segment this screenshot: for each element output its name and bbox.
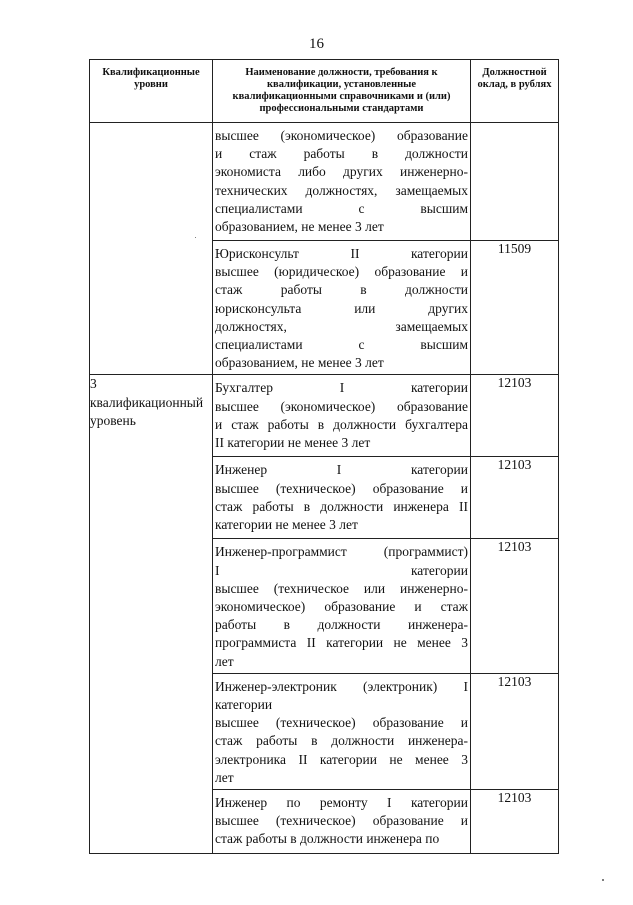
description-line: лет (215, 653, 234, 669)
table-row (90, 123, 559, 241)
description-line: высшее (экономическое) образование (215, 128, 468, 143)
table-header-row (90, 60, 559, 123)
table-row (90, 375, 559, 457)
header-qualification-levels: Квалификационные уровни (90, 60, 213, 123)
description-line: юрисконсульта или других (215, 300, 468, 316)
position-text (213, 241, 470, 374)
description-line: лет (215, 769, 234, 785)
description-line: высшее (экономическое) образование (215, 398, 468, 414)
description-line: образованием, не менее 3 лет (215, 355, 384, 371)
salary-cell (471, 123, 559, 241)
description-line: высшее (техническое) образование и (215, 480, 468, 496)
salary-cell: 12103 (471, 375, 559, 457)
position-text (213, 790, 470, 851)
position-text (213, 375, 470, 454)
scan-speck (602, 879, 604, 881)
description-line: I категории (215, 562, 468, 578)
header-salary: Должностной оклад, в рублях (471, 60, 559, 123)
salary-cell: 12103 (471, 673, 559, 789)
description-line: II категории не менее 3 лет (215, 435, 371, 451)
position-text (213, 674, 470, 789)
salary-cell: 12103 (471, 790, 559, 854)
description-line: электроника II категории не менее 3 (215, 751, 468, 767)
salary-cell: 12103 (471, 457, 559, 539)
description-line: специалистами с высшим (215, 200, 468, 216)
salary-cell: 12103 (471, 539, 559, 673)
position-cell (213, 673, 471, 789)
description-line: экономиста либо других инженерно- (215, 164, 468, 180)
description-line: экономическое) образование и стаж (215, 599, 468, 615)
description-line: стаж работы в должности (215, 282, 468, 298)
qualification-table (89, 59, 559, 854)
salary-cell: 11509 (471, 241, 559, 375)
description-line: высшее (техническое или инженерно- (215, 580, 468, 596)
position-cell (213, 123, 471, 241)
position-text (213, 457, 470, 536)
position-cell (213, 241, 471, 375)
description-line: специалистами с высшим (215, 337, 468, 353)
description-line: категории не менее 3 лет (215, 517, 358, 533)
description-line: высшее (техническое) образование и (215, 715, 468, 731)
position-text (213, 539, 470, 672)
scan-speck (195, 237, 196, 238)
level-3-cell: 3 квалификационный уровень (90, 375, 213, 854)
description-line: высшее (техническое) образование и (215, 813, 468, 829)
description-line: и стаж работы в должности бухгалтера (215, 416, 468, 432)
header-position-requirements: Наименование должности, требования к квалификации, установленные квалификационными справочниками и (или) профессиональными стандартами (213, 60, 471, 123)
description-line: Юрисконсульт II категории (215, 246, 468, 261)
description-line: стаж работы в должности инженера II (215, 498, 468, 514)
page-number: 16 (309, 36, 324, 52)
description-line: Инженер по ремонту I категории (215, 795, 468, 811)
description-line: Инженер I категории (215, 462, 468, 478)
description-line: образованием, не менее 3 лет (215, 219, 384, 235)
description-line: Инженер-программист (программист) (215, 544, 468, 560)
description-line: Инженер-электроник (электроник) I (215, 678, 468, 694)
description-line: категории (215, 697, 273, 713)
position-text (213, 123, 470, 238)
description-line: стаж работы в должности инженера- (215, 733, 468, 749)
position-cell (213, 375, 471, 457)
level-2-cell (90, 123, 213, 375)
description-line: стаж работы в должности инженера по (215, 831, 440, 847)
description-line: должностях, замещаемых (215, 318, 468, 334)
position-cell (213, 457, 471, 539)
description-line: работы в должности инженера- (215, 617, 468, 633)
description-line: высшее (юридическое) образование и (215, 264, 468, 280)
description-line: технических должностях, замещаемых (215, 182, 468, 198)
description-line: и стаж работы в должности (215, 146, 468, 162)
description-line: программиста II категории не менее 3 (215, 635, 468, 651)
position-cell (213, 790, 471, 854)
position-cell (213, 539, 471, 673)
description-line: Бухгалтер I категории (215, 380, 468, 396)
